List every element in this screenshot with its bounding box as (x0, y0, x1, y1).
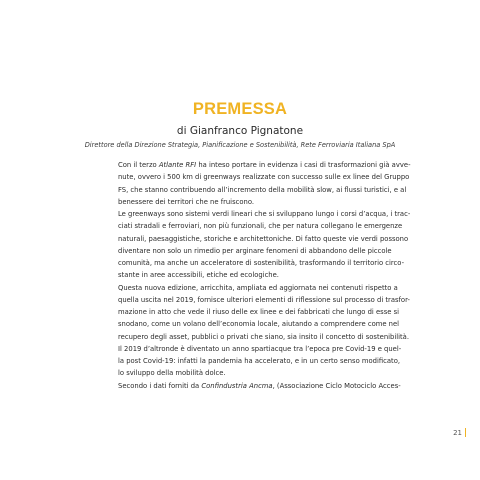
body-text-segment: Secondo i dati forniti da (118, 381, 202, 390)
page-number-divider (465, 428, 466, 437)
author-line: di Gianfranco Pignatone (176, 125, 304, 137)
body-line (118, 196, 390, 208)
body-text-segment: ha inteso portare in evidenza i casi di trasformazioni già avve- (196, 161, 411, 169)
body-text-segment: Le greenways sono sistemi verdi lineari che si sviluppano lungo i corsi d’acqua, i trac- (118, 210, 411, 218)
body-line (118, 282, 398, 294)
body-line (118, 257, 405, 269)
section-title: PREMESSA (192, 100, 288, 118)
body-text-segment: comunità, ma anche un acceleratore di sostenibilità, trasformando il territorio circo- (118, 259, 405, 267)
italic-text: Confindustria Ancma (201, 381, 273, 390)
body-line (118, 171, 410, 183)
italic-text: Atlante RFI (158, 161, 197, 169)
body-line (118, 380, 401, 392)
body-text-segment: mazione in atto che vede il riuso delle ex linee e dei fabbricati che lungo di esse si (118, 308, 400, 316)
body-line (118, 355, 401, 367)
author-role: Direttore della Direzione Strategia, Pianificazione e Sostenibilità, Rete Ferroviaria Italiana SpA (84, 141, 396, 149)
page-number: 21 (453, 428, 462, 437)
body-line (118, 159, 411, 171)
body-line (118, 343, 402, 355)
body-text-segment: quella uscita nel 2019, fornisce ulteriori elementi di riflessione sul processo di trasfor- (118, 295, 410, 304)
body-text-segment: naturali, paesaggistiche, storiche e architettoniche. Di fatto queste vie verdi possono (118, 234, 409, 243)
body-text-segment: ciati stradali e ferroviari, non più funzionali, che per natura collegano le emergenze (118, 222, 403, 231)
body-text-segment: benessere dei territori che ne fruiscono. (118, 197, 255, 206)
body-line (118, 294, 410, 306)
body-text-segment: snodano, come un volano dell’economia locale, aiutando a comprendere come nel (118, 320, 400, 329)
body-text-segment: Con il terzo (118, 161, 159, 169)
body-line (118, 367, 390, 379)
body-text-segment: nute, ovvero i 500 km di greenways realizzate con successo sulle ex linee del Gruppo (118, 173, 410, 182)
body-line (118, 306, 400, 318)
body-line (118, 331, 409, 343)
body-line (118, 269, 390, 281)
body-text-segment: lo sviluppo della mobilità dolce. (118, 369, 226, 378)
body-text-segment: Il 2019 d’altronde è diventato un anno spartiacque tra l’epoca pre Covid-19 e quel- (118, 344, 402, 353)
body-line (118, 245, 390, 257)
body-line (118, 184, 407, 196)
body-line (118, 233, 409, 245)
page-footer (453, 428, 466, 437)
body-line (118, 220, 403, 232)
body-text-segment: la post Covid-19: infatti la pandemia ha accelerato, e in un certo senso modificato, (118, 357, 401, 365)
body-text-segment: , (Associazione Ciclo Motociclo Acces- (272, 381, 401, 390)
body-text (118, 159, 411, 392)
body-text-segment: recupero degli asset, pubblici o privati che siano, sia insito il concetto di sostenibilità. (118, 332, 409, 341)
body-line (118, 208, 411, 220)
body-text-segment: diventare non solo un rimedio per arginare fenomeni di abbandono delle piccole (118, 246, 392, 255)
body-text-segment: stante in aree accessibili, etiche ed ecologiche. (118, 271, 279, 280)
body-line (118, 318, 400, 330)
body-text-segment: FS, che stanno contribuendo all’incremento della mobilità slow, ai flussi turistici, e al (118, 185, 407, 194)
body-text-segment: Questa nuova edizione, arricchita, ampliata ed aggiornata nei contenuti rispetto a (118, 283, 398, 292)
